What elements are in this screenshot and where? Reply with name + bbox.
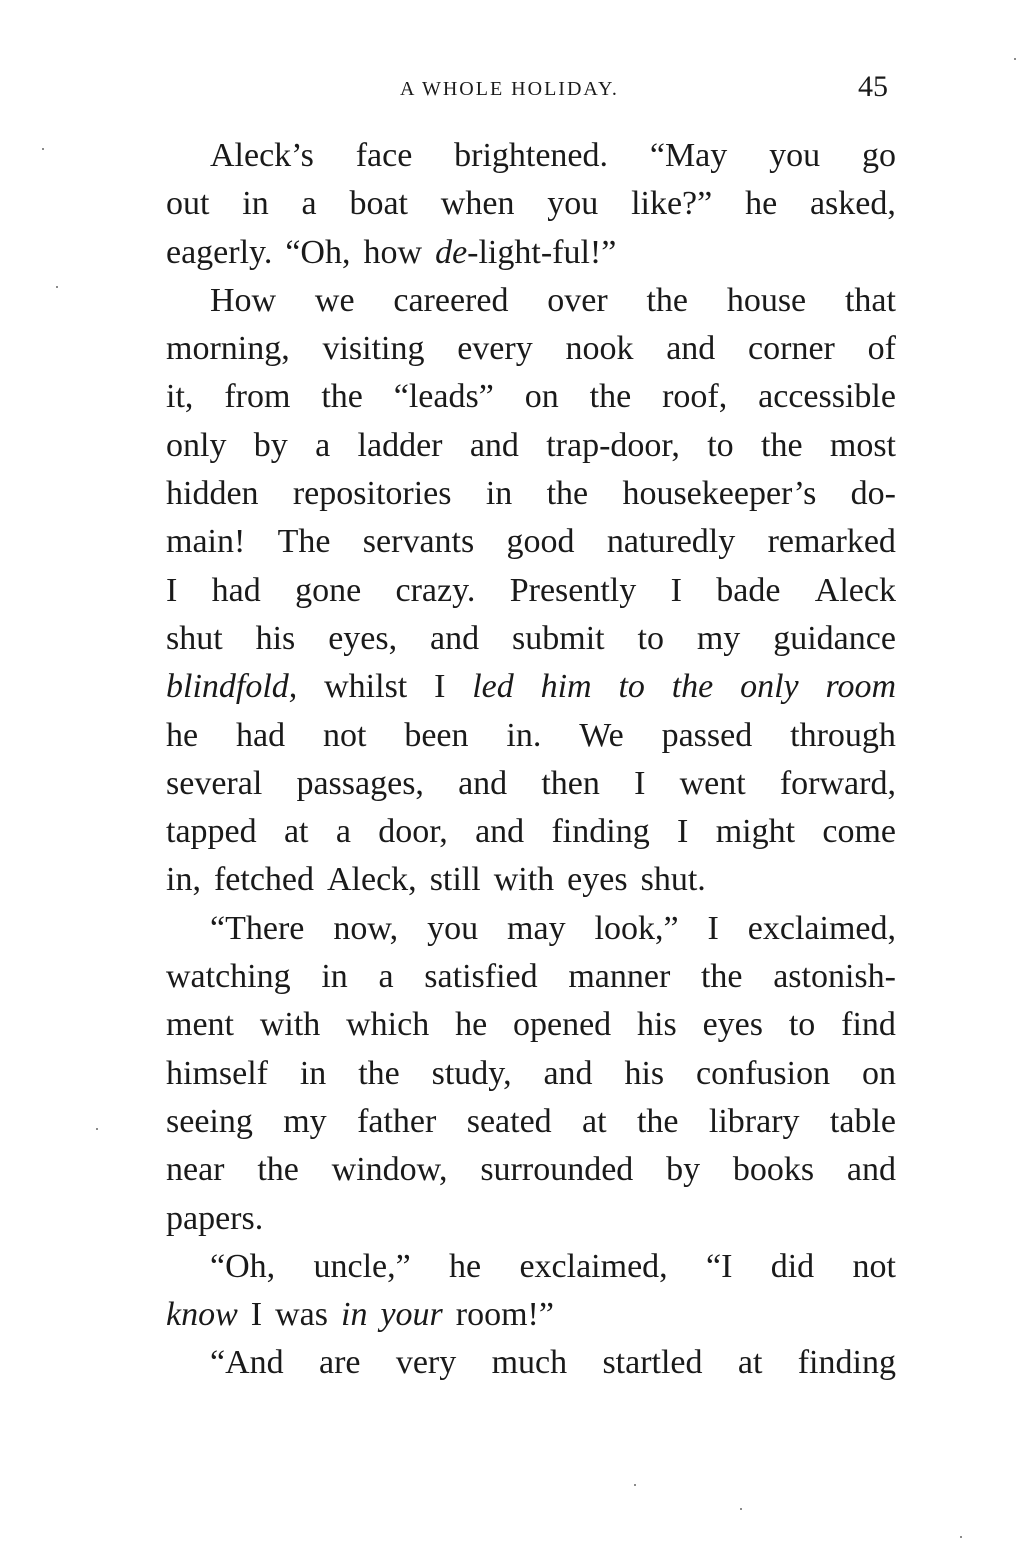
word: gone <box>295 571 362 609</box>
text-line <box>166 422 896 470</box>
word: asked, <box>809 185 896 223</box>
word: in <box>485 475 513 513</box>
word: careered <box>393 281 509 319</box>
word: papers. <box>166 1199 264 1237</box>
word: then <box>541 764 600 802</box>
text-line <box>166 760 896 808</box>
page-number: 45 <box>858 70 888 103</box>
word: The <box>277 523 331 561</box>
word: We <box>579 716 624 754</box>
word: “There <box>210 909 305 947</box>
word: a <box>378 958 394 996</box>
paper-speck <box>960 1536 962 1538</box>
word: I <box>677 813 689 851</box>
word: when <box>440 185 515 223</box>
word: and <box>469 426 519 464</box>
word: been <box>404 716 469 754</box>
paper-speck <box>56 286 58 288</box>
text-line <box>166 567 896 615</box>
word: most <box>829 426 896 464</box>
word: and <box>430 619 480 657</box>
word: him <box>540 668 592 706</box>
word: watching <box>166 958 291 996</box>
word: was <box>275 1296 328 1334</box>
word: library <box>708 1102 800 1140</box>
word: “May <box>649 137 728 174</box>
word: uncle,” <box>313 1247 411 1285</box>
word: we <box>314 281 355 319</box>
text-line <box>166 663 896 711</box>
word: every <box>457 330 533 368</box>
word: only <box>166 426 227 464</box>
word: a <box>335 813 351 851</box>
word: the <box>671 668 714 706</box>
word: the <box>761 426 803 464</box>
text-line <box>166 1098 896 1146</box>
text-line <box>166 905 896 953</box>
word: at <box>283 813 309 851</box>
word: Aleck <box>814 571 896 609</box>
word: “Oh, <box>210 1247 276 1285</box>
word: very <box>395 1344 457 1382</box>
word: and <box>846 1151 896 1189</box>
word: he <box>455 1006 488 1044</box>
word: in <box>299 1054 327 1092</box>
word: morning, <box>166 330 290 368</box>
word: out <box>166 185 210 223</box>
word: fetched <box>213 861 314 899</box>
word: manner <box>568 958 671 996</box>
paper-speck <box>42 148 44 150</box>
text-line <box>166 277 896 325</box>
word: good <box>506 523 575 561</box>
word: do- <box>850 475 896 513</box>
word: and <box>475 813 525 851</box>
word: on <box>861 1054 896 1092</box>
word: bade <box>716 571 781 609</box>
word: main! <box>166 523 246 561</box>
word: finding <box>797 1344 896 1382</box>
word: come <box>822 813 896 851</box>
word: astonish- <box>773 958 896 996</box>
word: much <box>491 1344 568 1382</box>
word: opened <box>513 1006 612 1044</box>
word: a <box>301 185 317 223</box>
text-line <box>166 1050 896 1098</box>
word: passages, <box>296 764 424 802</box>
word: the <box>358 1054 400 1092</box>
word: he <box>166 716 199 754</box>
word: my <box>283 1102 327 1140</box>
word: and <box>543 1054 593 1092</box>
word: that <box>844 281 896 319</box>
word: which <box>346 1006 430 1044</box>
word: at <box>737 1344 763 1382</box>
word: himself <box>166 1054 268 1092</box>
text-line <box>166 615 896 663</box>
word: to <box>637 619 664 657</box>
text-line <box>166 1195 896 1243</box>
word: like?” <box>631 185 713 223</box>
word: whilst <box>324 668 408 706</box>
word: you <box>547 185 599 223</box>
word: housekeeper’s <box>622 475 817 513</box>
word: crazy. <box>395 571 476 609</box>
word: trap-door, <box>546 426 680 464</box>
word: know <box>166 1296 238 1334</box>
text-line <box>166 1146 896 1194</box>
word: you <box>769 137 821 174</box>
word: eyes, <box>328 619 398 657</box>
word: surrounded <box>480 1151 634 1189</box>
word: how <box>363 233 423 271</box>
word: tapped <box>166 813 257 851</box>
word: not <box>852 1247 896 1285</box>
word: a <box>315 426 331 464</box>
text-line <box>166 180 896 228</box>
word: only <box>740 668 799 706</box>
word: house <box>726 281 807 319</box>
word: table <box>829 1102 896 1140</box>
paper-speck <box>1014 58 1016 60</box>
body-text <box>166 132 896 1388</box>
word: naturedly <box>606 523 736 561</box>
word: in <box>242 185 269 223</box>
word: with <box>493 861 555 899</box>
word: several <box>166 764 263 802</box>
word: boat <box>349 185 408 223</box>
word: still <box>429 861 481 899</box>
word: de-light-ful!” <box>435 233 617 271</box>
word: find <box>841 1006 896 1044</box>
word: the <box>257 1151 299 1189</box>
word: it, <box>166 378 194 416</box>
word: forward, <box>779 764 896 802</box>
text-line <box>166 132 896 180</box>
word: “leads” <box>393 378 494 416</box>
word: not <box>322 716 367 754</box>
word: led <box>472 668 514 706</box>
word: remarked <box>767 523 896 561</box>
text-line <box>166 229 896 277</box>
word: may <box>507 909 566 947</box>
word: the <box>546 475 589 513</box>
word: the <box>646 281 689 319</box>
word: over <box>547 281 608 319</box>
word: father <box>357 1102 437 1140</box>
word: and <box>458 764 508 802</box>
word: roof, <box>662 378 728 416</box>
word: now, <box>333 909 399 947</box>
word: startled <box>602 1344 703 1382</box>
word: shut <box>166 619 223 657</box>
word: servants <box>362 523 475 561</box>
word: accessible <box>758 378 896 416</box>
word: submit <box>512 619 605 657</box>
word: ladder <box>357 426 443 464</box>
word: look,” <box>594 909 679 947</box>
word: passed <box>661 716 753 754</box>
text-line <box>166 1291 896 1339</box>
word: Aleck’s <box>210 137 314 174</box>
word: the <box>636 1102 679 1140</box>
word: by <box>253 426 288 464</box>
word: to <box>788 1006 816 1044</box>
word: he <box>745 185 778 223</box>
word: might <box>715 813 796 851</box>
running-head: A WHOLE HOLIDAY. <box>400 78 619 100</box>
word: I <box>670 571 682 609</box>
word: through <box>790 716 896 754</box>
text-line <box>166 712 896 760</box>
word: “I <box>705 1247 733 1285</box>
word: Aleck, <box>327 861 417 899</box>
text-line <box>166 1339 896 1387</box>
word: I <box>634 764 646 802</box>
word: finding <box>551 813 650 851</box>
word: the <box>321 378 363 416</box>
word: of <box>867 330 896 368</box>
word: to <box>707 426 734 464</box>
word: he <box>449 1247 482 1285</box>
word: with <box>259 1006 321 1044</box>
word: your <box>380 1296 443 1334</box>
word: his <box>624 1054 665 1092</box>
word: eagerly. <box>166 233 273 271</box>
text-line <box>166 470 896 518</box>
paper-speck <box>96 1128 98 1130</box>
word: I <box>250 1296 263 1334</box>
word: I <box>166 571 178 609</box>
paper-speck <box>740 1508 742 1510</box>
word: his <box>255 619 296 657</box>
word: books <box>732 1151 815 1189</box>
word: I <box>434 668 446 706</box>
word: you <box>427 909 479 947</box>
word: brightened. <box>454 137 609 174</box>
word: Presently <box>509 571 637 609</box>
word: repositories <box>292 475 452 513</box>
word: room <box>825 668 896 706</box>
text-line <box>166 325 896 373</box>
word: are <box>318 1344 361 1382</box>
word: in <box>341 1296 368 1334</box>
word: exclaimed, <box>519 1247 668 1285</box>
word: exclaimed, <box>747 909 896 947</box>
word: guidance <box>773 619 896 657</box>
word: in. <box>506 716 542 754</box>
word: room!” <box>455 1296 554 1334</box>
word: went <box>679 764 746 802</box>
word: his <box>637 1006 677 1044</box>
word: by <box>666 1151 701 1189</box>
word: in, <box>166 861 201 899</box>
word: the <box>700 958 743 996</box>
word: ment <box>166 1006 234 1044</box>
text-line <box>166 953 896 1001</box>
word: the <box>589 378 632 416</box>
word: “Oh, <box>285 233 351 271</box>
word: seeing <box>166 1102 253 1140</box>
word: had <box>235 716 286 754</box>
word: window, <box>331 1151 448 1189</box>
word: hidden <box>166 475 259 513</box>
word: seated <box>466 1102 552 1140</box>
word: face <box>355 137 413 174</box>
word: nook <box>565 330 634 368</box>
word: from <box>224 378 291 416</box>
paper-speck <box>634 1484 636 1486</box>
text-line <box>166 1243 896 1291</box>
text-line <box>166 373 896 421</box>
word: at <box>582 1102 607 1140</box>
word: did <box>770 1247 815 1285</box>
word: blindfold, <box>166 668 298 706</box>
word: corner <box>748 330 835 368</box>
word: and <box>666 330 716 368</box>
word: How <box>210 281 277 319</box>
word: door, <box>378 813 448 851</box>
word: visiting <box>322 330 425 368</box>
word: go <box>861 137 896 174</box>
word: confusion <box>696 1054 831 1092</box>
word: study, <box>431 1054 512 1092</box>
word: near <box>166 1151 225 1189</box>
text-line <box>166 518 896 566</box>
word: had <box>211 571 261 609</box>
word: my <box>696 619 741 657</box>
word: on <box>524 378 559 416</box>
word: “And <box>210 1344 284 1382</box>
word: to <box>618 668 645 706</box>
word: I <box>707 909 719 947</box>
text-line <box>166 856 896 904</box>
text-line <box>166 1001 896 1049</box>
word: in <box>321 958 348 996</box>
text-line <box>166 808 896 856</box>
word: satisfied <box>424 958 538 996</box>
word: eyes <box>567 861 628 899</box>
word: shut. <box>640 861 706 899</box>
word: eyes <box>702 1006 763 1044</box>
